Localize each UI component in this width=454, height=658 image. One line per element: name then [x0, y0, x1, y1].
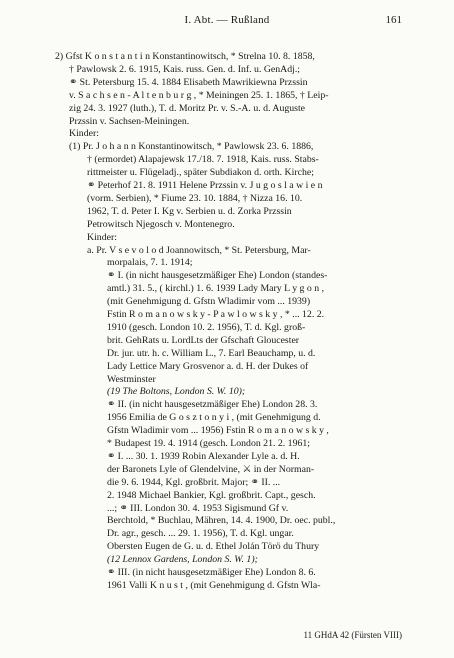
text-line: die 9. 6. 1944, Kgl. großbrit. Major; ⚭ II. ... [107, 476, 281, 488]
text-line: Kinder: [69, 128, 99, 140]
text-line: Kinder: [87, 231, 117, 243]
text-line: rittmeister u. Flügeladj., später Subdiakon d. orth. Kirche; [87, 167, 314, 179]
text-line: Obersten Eugen de G. u. d. Ethel Jolán Törö du Thury [107, 541, 320, 553]
text-line: morpalais, 7. 1. 1914; [107, 257, 193, 269]
text-line: ...; ⚭ III. London 30. 4. 1953 Sigismund Gf v. [107, 502, 289, 514]
text-line: Przssin v. Sachsen-Meiningen. [69, 115, 190, 127]
text-line: ⚭ I. ... 30. 1. 1939 Robin Alexander Lyle a. d. H. [107, 450, 300, 462]
text-line: der Baronets Lyle of Glendelvine, ⚔ in der Norman- [107, 463, 315, 475]
text-line: 1961 Valli K n u s t , (mit Genehmigung d. Gfstn Wla- [107, 579, 321, 591]
printer-signature: 11 GHdA 42 (Fürsten VIII) [303, 630, 402, 640]
text-line: (19 The Boltons, London S. W. 10); [107, 386, 246, 398]
text-line: Lady Lettice Mary Grosvenor a. d. H. der Dukes of [107, 360, 309, 372]
text-line: ⚭ II. (in nicht hausgesetzmäßiger Ehe) London 28. 3. [107, 399, 318, 411]
text-line: brit. GehRats u. LordLts der Gfschaft Gloucester [107, 334, 300, 346]
text-line: ⚭ Peterhof 21. 8. 1911 Helene Przssin v. J u g o s l a w i e n [87, 180, 323, 191]
text-line: ⚭ I. (in nicht hausgesetzmäßiger Ehe) London (standes- [107, 270, 328, 282]
text-line: 2. 1948 Michael Bankier, Kgl. großbrit. Capt., gesch. [107, 489, 316, 501]
text-line: Fstin R o m a n o w s k y - P a w l o w s k y , * ... 12. 2. [107, 309, 325, 320]
text-line: Gfstn Wladimir vom ... 1956) Fstin R o m a n o w s k y , [107, 425, 329, 437]
section-title: I. Abt. — Rußland [184, 14, 270, 26]
text-line: ⚭ St. Petersburg 15. 4. 1884 Elisabeth Mawrikiewna Przssin [69, 76, 308, 88]
text-line: (vorm. Serbien), * Fiume 23. 10. 1884, † Nizza 16. 10. [87, 192, 303, 204]
text-line: 2) Gfst K o n s t a n t i n Konstantinowitsch, * Strelna 10. 8. 1858, [55, 51, 315, 62]
text-line: (1) Pr. J o h a n n Konstantinowitsch, * Pawlowsk 23. 6. 1886, [69, 141, 314, 153]
text-line: amtl.) 31. 5., ( kirchl.) 1. 6. 1939 Lady Mary L y g o n , [107, 283, 325, 295]
text-line: (12 Lennox Gardens, London S. W. 1); [107, 554, 258, 566]
text-line: (mit Genehmigung d. Gfstn Wladimir vom ... 1939) [107, 296, 311, 308]
text-line: 1910 (gesch. London 10. 2. 1956), T. d. Kgl. groß- [107, 321, 306, 333]
text-line: 1956 Emilia de G o s z t o n y i , (mit Genehmigung d. [107, 412, 321, 424]
text-line: ⚭ III. (in nicht hausgesetzmäßiger Ehe) London 8. 6. [107, 567, 316, 578]
text-line: * Budapest 19. 4. 1914 (gesch. London 21. 2. 1961; [107, 438, 310, 449]
text-line: Westminster [107, 373, 156, 385]
text-line: a. Pr. V s e v o l o d Joannowitsch, * St. Petersburg, Mar- [87, 244, 311, 256]
running-head [0, 14, 454, 30]
text-line: † (ermordet) Alapajewsk 17./18. 7. 1918, Kais. russ. Stabs- [87, 154, 319, 166]
page-number: 161 [385, 14, 402, 26]
text-line: Dr. agr., gesch. ... 29. 1. 1956), T. d. Kgl. ungar. [107, 528, 294, 540]
text-line: † Pawlowsk 2. 6. 1915, Kais. russ. Gen. d. Inf. u. GenAdj.; [69, 63, 301, 75]
text-line: Berchtold, * Buchlau, Mähren, 14. 4. 1900, Dr. oec. publ., [107, 515, 336, 527]
text-line: Petrowitsch Njegosch v. Montenegro. [87, 218, 235, 230]
text-line: zig 24. 3. 1927 (luth.), T. d. Moritz Pr. v. S.-A. u. d. Auguste [69, 102, 306, 114]
text-line: Dr. jur. utr. h. c. William L., 7. Earl Beauchamp, u. d. [107, 347, 316, 359]
text-line: 1962, T. d. Peter I. Kg v. Serbien u. d. Zorka Przssin [87, 205, 292, 217]
text-line: v. S a c h s e n - A l t e n b u r g , * Meiningen 25. 1. 1865, † Leip- [69, 89, 329, 101]
